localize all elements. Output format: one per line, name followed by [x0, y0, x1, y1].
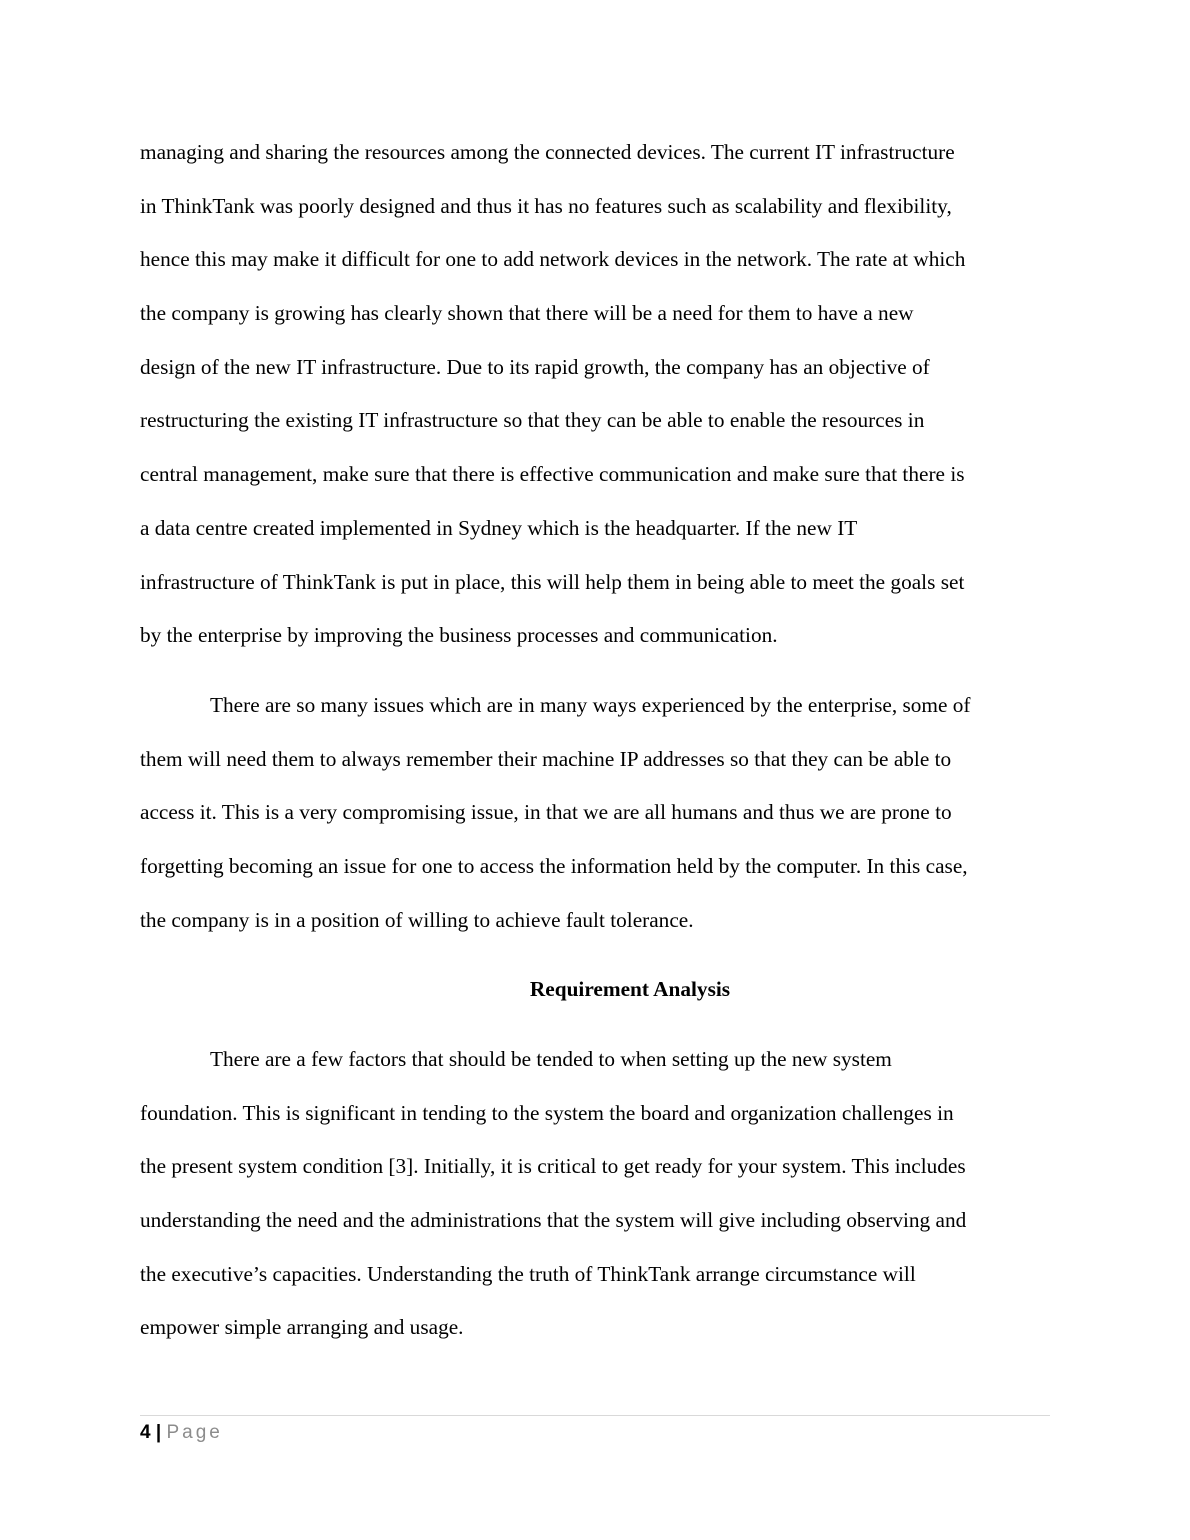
paragraph-spacing — [140, 947, 1050, 963]
text-line: empower simple arranging and usage. — [140, 1315, 464, 1340]
page-separator: | — [155, 1422, 162, 1443]
text-line: understanding the need and the administrations that the system will give including observing and — [140, 1208, 967, 1233]
text-line: the company is in a position of willing to achieve fault tolerance. — [140, 907, 694, 932]
paragraph-2 — [140, 679, 1050, 947]
text-line: foundation. This is significant in tending to the system the board and organization challenges in — [140, 1100, 954, 1125]
text-line: There are a few factors that should be tended to when setting up the new system — [210, 1047, 892, 1072]
page-word: Page — [166, 1422, 223, 1443]
text-line: in ThinkTank was poorly designed and thus it has no features such as scalability and flexibility, — [140, 193, 952, 218]
text-line: central management, make sure that there is effective communication and make sure that there is — [140, 462, 965, 487]
text-line: hence this may make it difficult for one to add network devices in the network. The rate at which — [140, 247, 966, 272]
section-heading: Requirement Analysis — [529, 977, 731, 1002]
text-line: managing and sharing the resources among the connected devices. The current IT infrastructure — [140, 140, 955, 164]
text-line: by the enterprise by improving the business processes and communication. — [140, 623, 778, 648]
text-line: restructuring the existing IT infrastructure so that they can be able to enable the resources in — [140, 408, 925, 433]
text-line: infrastructure of ThinkTank is put in place, this will help them in being able to meet the goals set — [140, 569, 965, 594]
text-line: access it. This is a very compromising issue, in that we are all humans and thus we are prone to — [140, 800, 952, 825]
paragraph-3 — [140, 1033, 1050, 1355]
text-line: the company is growing has clearly shown that there will be a need for them to have a new — [140, 301, 914, 326]
paragraph-1 — [140, 126, 1050, 663]
text-line: forgetting becoming an issue for one to access the information held by the computer. In this case, — [140, 853, 968, 878]
footer-divider — [140, 1415, 1050, 1416]
text-line: design of the new IT infrastructure. Due to its rapid growth, the company has an objective of — [140, 354, 930, 379]
text-line: a data centre created implemented in Sydney which is the headquarter. If the new IT — [140, 515, 858, 540]
paragraph-spacing — [140, 663, 1050, 679]
text-line: the present system condition [3]. Initially, it is critical to get ready for your system. This includes — [140, 1154, 966, 1179]
page-number-label — [140, 1421, 1050, 1445]
page-number: 4 — [140, 1422, 151, 1443]
text-line: the executive’s capacities. Understanding the truth of ThinkTank arrange circumstance will — [140, 1261, 916, 1286]
text-line: them will need them to always remember their machine IP addresses so that they can be able to — [140, 746, 952, 771]
text-line: There are so many issues which are in many ways experienced by the enterprise, some of — [210, 692, 971, 717]
document-body — [140, 126, 1050, 1355]
paragraph-spacing — [140, 1017, 1050, 1033]
page-footer — [140, 1415, 1050, 1445]
